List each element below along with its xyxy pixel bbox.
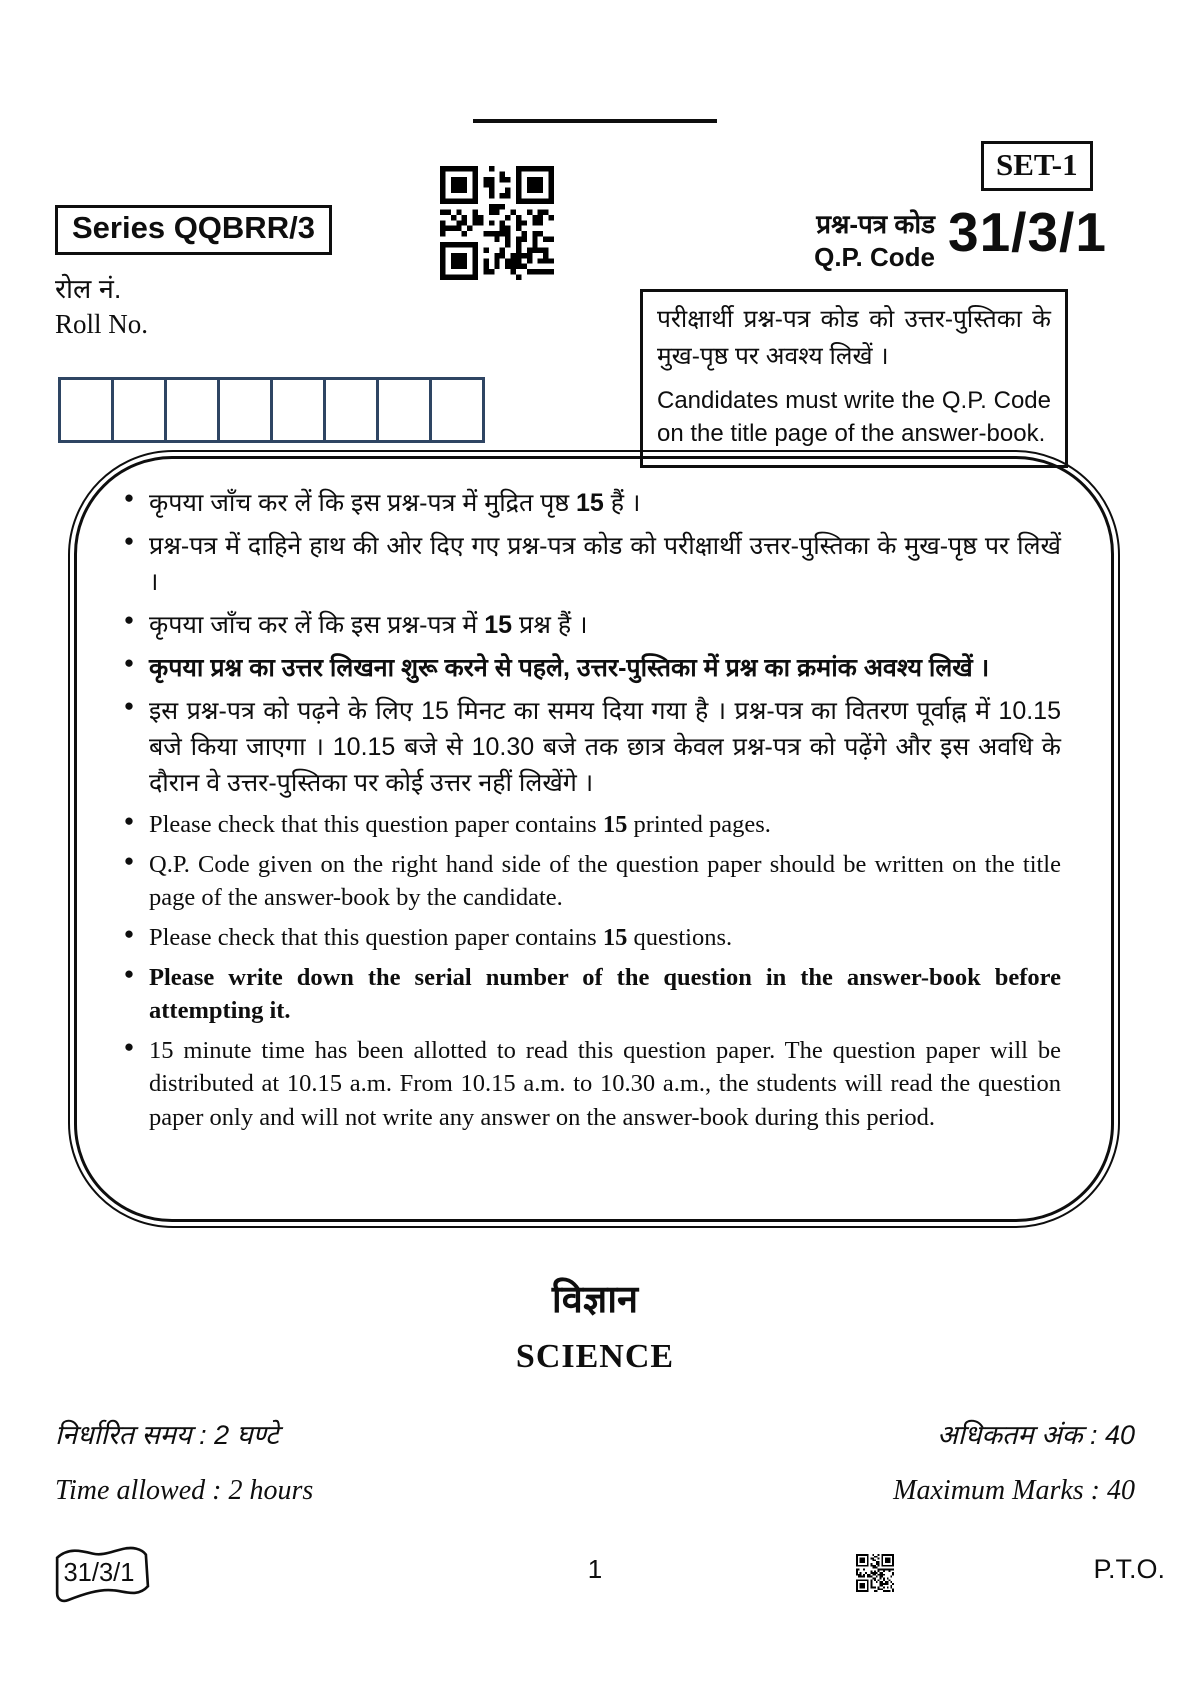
instruction-item <box>109 650 1061 686</box>
instruction-text: Q.P. Code given on the right hand side of the question paper should be written on the title page of the answer-book by the candidate. <box>149 851 1061 912</box>
roll-number-box <box>58 377 114 443</box>
subject-title-english: SCIENCE <box>515 1338 675 1375</box>
bullet-icon: ● <box>123 964 135 984</box>
roll-number-boxes <box>58 377 485 443</box>
roll-number-box <box>270 377 326 443</box>
bullet-icon: ● <box>123 653 135 672</box>
pto-label: P.T.O. <box>1093 1554 1165 1584</box>
roll-number-box <box>164 377 220 443</box>
roll-number-label-block <box>55 272 148 342</box>
qp-code-note-box <box>640 289 1068 468</box>
roll-label-hindi: रोल नं. <box>55 274 122 304</box>
maximum-marks-hindi: अधिकतम अंक : 40 <box>937 1420 1135 1450</box>
time-allowed-english: Time allowed : 2 hours <box>55 1475 314 1506</box>
roll-number-box <box>376 377 432 443</box>
instruction-item <box>109 607 1061 643</box>
qp-code-value: 31/3/1 <box>948 201 1107 263</box>
series-label: Series QQBRR/3 <box>72 210 315 245</box>
roll-number-box <box>323 377 379 443</box>
qp-code-label-hindi: प्रश्न-पत्र कोड <box>816 209 935 239</box>
instruction-item <box>109 528 1061 600</box>
general-instructions-box <box>68 450 1120 1228</box>
time-allowed-hindi: निर्धारित समय : 2 घण्टे <box>55 1420 279 1450</box>
instruction-list <box>109 485 1061 1134</box>
bullet-icon: ● <box>123 924 135 944</box>
instruction-item <box>109 1034 1061 1133</box>
qp-note-hindi: परीक्षार्थी प्रश्न-पत्र कोड को उत्तर-पुस्तिका के मुख-पृष्ठ पर अवश्य लिखें । <box>657 306 1051 370</box>
qp-code-label-block <box>700 208 935 273</box>
instruction-text: Please check that this question paper contains 15 printed pages. <box>149 811 771 838</box>
instruction-text: Please write down the serial number of the question in the answer-book before attempting it. <box>149 964 1061 1025</box>
meta-row-hindi <box>55 1415 1135 1452</box>
maximum-marks-english: Maximum Marks : 40 <box>893 1475 1135 1506</box>
set-number-label: SET-1 <box>996 147 1078 182</box>
instruction-text: प्रश्न-पत्र में दाहिने हाथ की ओर दिए गए प्रश्न-पत्र कोड को परीक्षार्थी उत्तर-पुस्तिका के मुख-पृष्ठ पर लिखें । <box>149 532 1061 596</box>
roll-number-box <box>217 377 273 443</box>
instruction-text: इस प्रश्न-पत्र को पढ़ने के लिए 15 मिनट का समय दिया गया है । प्रश्न-पत्र का वितरण पूर्वाह्न में 10.15 बजे किया जाएगा । 10.15 बजे से 10.30 बजे तक छात्र केवल प्रश्न-पत्र को पढ़ेंगे और इस अवधि के दौरान वे उत्तर-पुस्तिका पर कोई उत्तर नहीं लिखेंगे । <box>149 697 1061 797</box>
page-number: 1 <box>587 1554 603 1584</box>
instruction-text: Please check that this question paper contains 15 questions. <box>149 924 733 952</box>
instruction-item <box>109 693 1061 801</box>
instruction-item <box>109 808 1061 841</box>
general-instructions-inner <box>74 456 1114 1222</box>
qr-code-icon <box>440 166 554 280</box>
bullet-icon: ● <box>123 531 135 550</box>
instruction-text: कृपया जाँच कर लें कि इस प्रश्न-पत्र में मुद्रित पृष्ठ 15 हैं । <box>149 489 641 517</box>
instruction-text: कृपया जाँच कर लें कि इस प्रश्न-पत्र में 15 प्रश्न हैं । <box>149 611 588 639</box>
instruction-item <box>109 485 1061 521</box>
series-box <box>55 205 332 255</box>
instruction-text: कृपया प्रश्न का उत्तर लिखना शुरू करने से पहले, उत्तर-पुस्तिका में प्रश्न का क्रमांक अवश्य लिखें । <box>149 654 990 682</box>
footer-qr-code-icon <box>856 1554 894 1592</box>
bullet-icon: ● <box>123 610 135 629</box>
footer-code-text: 31/3/1 <box>63 1559 135 1588</box>
bullet-icon: ● <box>123 488 135 507</box>
set-number-box <box>981 141 1093 191</box>
instruction-item <box>109 848 1061 914</box>
qp-code-label-english: Q.P. Code <box>814 241 935 272</box>
meta-row-english <box>55 1475 1135 1507</box>
instruction-item <box>109 961 1061 1027</box>
top-center-rule <box>473 119 717 123</box>
bullet-icon: ● <box>123 1037 135 1057</box>
instruction-item <box>109 921 1061 954</box>
instruction-text: 15 minute time has been allotted to read this question paper. The question paper will be distributed at 10.15 a.m. From 10.15 a.m. to 10.30 a.m., the students will read the question paper only and will not write any answer on the answer-book during this period. <box>149 1037 1061 1131</box>
roll-label-english: Roll No. <box>55 309 149 340</box>
bullet-icon: ● <box>123 811 135 830</box>
roll-number-box <box>111 377 167 443</box>
bullet-icon: ● <box>123 696 135 715</box>
bullet-icon: ● <box>123 851 135 871</box>
qp-note-english: Candidates must write the Q.P. Code on the title page of the answer-book. <box>657 386 1051 448</box>
subject-title-hindi: विज्ञान <box>551 1279 639 1321</box>
roll-number-box <box>429 377 485 443</box>
